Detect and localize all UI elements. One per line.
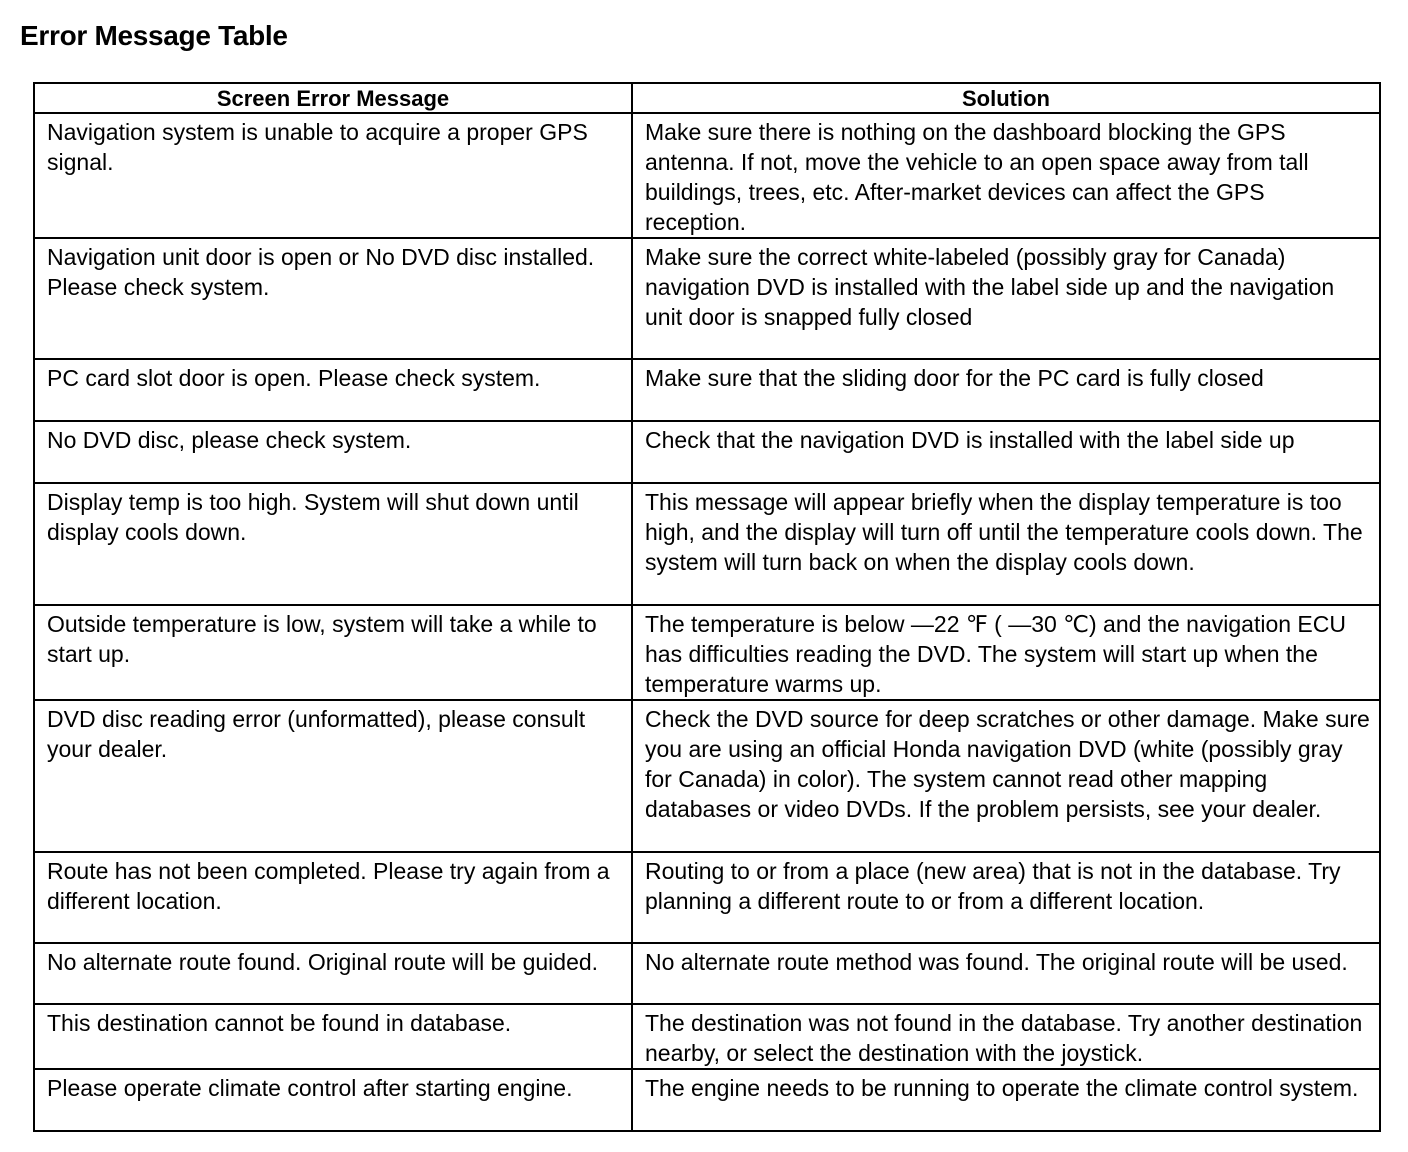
table-row — [34, 113, 1380, 238]
solution-cell: Make sure that the sliding door for the PC card is fully closed — [632, 359, 1380, 421]
solution-cell: The temperature is below —22 ℉ ( —30 ℃) and the navigation ECU has difficulties reading the DVD. The system will start up when the temperature warms up. — [632, 605, 1380, 700]
error-message-cell: Navigation unit door is open or No DVD disc installed. Please check system. — [34, 238, 632, 359]
error-message-cell: DVD disc reading error (unformatted), please consult your dealer. — [34, 700, 632, 852]
solution-cell: Make sure the correct white-labeled (possibly gray for Canada) navigation DVD is installed with the label side up and the navigation unit door is snapped fully closed — [632, 238, 1380, 359]
error-message-cell: Display temp is too high. System will shut down until display cools down. — [34, 483, 632, 605]
header-solution: Solution — [632, 83, 1380, 113]
table-row — [34, 943, 1380, 1004]
table-row — [34, 852, 1380, 943]
table-header-row — [34, 83, 1380, 113]
table-row — [34, 359, 1380, 421]
solution-cell: Check that the navigation DVD is installed with the label side up — [632, 421, 1380, 483]
error-message-cell: This destination cannot be found in database. — [34, 1004, 632, 1069]
table-row — [34, 1069, 1380, 1131]
table-row — [34, 238, 1380, 359]
error-message-cell: No alternate route found. Original route will be guided. — [34, 943, 632, 1004]
table-row — [34, 421, 1380, 483]
error-message-cell: PC card slot door is open. Please check system. — [34, 359, 632, 421]
solution-cell: Routing to or from a place (new area) that is not in the database. Try planning a different route to or from a different location. — [632, 852, 1380, 943]
solution-cell: The destination was not found in the database. Try another destination nearby, or select the destination with the joystick. — [632, 1004, 1380, 1069]
solution-cell: The engine needs to be running to operate the climate control system. — [632, 1069, 1380, 1131]
solution-cell: Check the DVD source for deep scratches or other damage. Make sure you are using an official Honda navigation DVD (white (possibly gray for Canada) in color). The system cannot read other mapping databases or video DVDs. If the problem persists, see your dealer. — [632, 700, 1380, 852]
table-row — [34, 605, 1380, 700]
table-row — [34, 700, 1380, 852]
error-message-cell: Please operate climate control after starting engine. — [34, 1069, 632, 1131]
header-screen-error-message: Screen Error Message — [34, 83, 632, 113]
error-message-cell: No DVD disc, please check system. — [34, 421, 632, 483]
solution-cell: No alternate route method was found. The original route will be used. — [632, 943, 1380, 1004]
solution-cell: This message will appear briefly when the display temperature is too high, and the display will turn off until the temperature cools down. The system will turn back on when the display cools down. — [632, 483, 1380, 605]
error-message-cell: Route has not been completed. Please try again from a different location. — [34, 852, 632, 943]
solution-cell: Make sure there is nothing on the dashboard blocking the GPS antenna. If not, move the vehicle to an open space away from tall buildings, trees, etc. After-market devices can affect the GPS reception. — [632, 113, 1380, 238]
table-row — [34, 483, 1380, 605]
error-message-cell: Navigation system is unable to acquire a proper GPS signal. — [34, 113, 632, 238]
page-title: Error Message Table — [20, 20, 288, 51]
error-message-table — [33, 82, 1381, 1132]
table-row — [34, 1004, 1380, 1069]
error-message-cell: Outside temperature is low, system will take a while to start up. — [34, 605, 632, 700]
